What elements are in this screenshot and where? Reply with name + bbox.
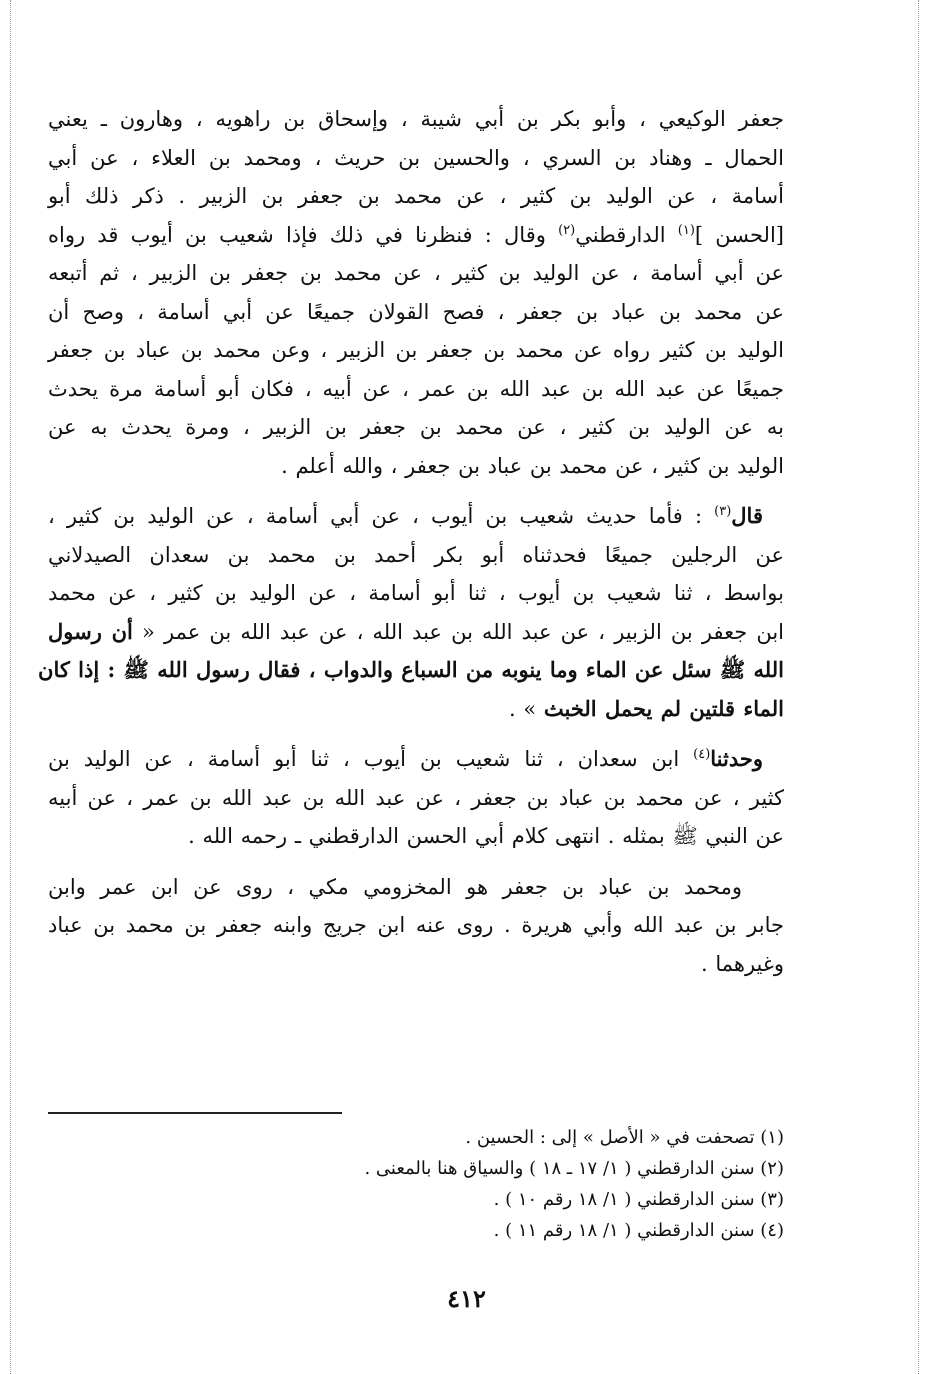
hadith-text: أن رسول xyxy=(48,618,133,644)
text-segment: الدارقطني xyxy=(575,222,678,247)
text-line xyxy=(48,497,784,536)
text-line: وغيرهما . xyxy=(700,951,784,976)
footnote-3: (٣) سنن الدارقطني ( ١/ ١٨ رقم ١٠ ) . xyxy=(493,1189,784,1210)
text-line xyxy=(48,690,784,729)
footnotes xyxy=(144,1122,784,1246)
text-line: عن محمد بن عباد بن جعفر ، فصح القولان جميعًا عن أبي أسامة ، وصح أن xyxy=(48,299,784,324)
text-line-with-notes xyxy=(48,216,784,255)
text-line: عن النبي ﷺ بمثله . انتهى كلام أبي الحسن الدارقطني ـ رحمه الله . xyxy=(188,824,784,848)
paragraph-lead: وحدثنا xyxy=(710,746,764,771)
footnote-1: (١) تصحفت في « الأصل » إلى : الحسين . xyxy=(465,1127,784,1148)
hadith-text: الماء قلتين لم يحمل الخبث xyxy=(543,695,784,721)
footnote-ref-1[interactable]: (١) xyxy=(677,222,695,238)
text-line: جابر بن عبد الله وأبي هريرة . روى عنه ابن جريج وابنه جعفر بن محمد بن عباد xyxy=(48,913,784,937)
paragraph-4 xyxy=(48,868,784,984)
paragraph-gap xyxy=(48,485,784,497)
text-line xyxy=(48,613,784,652)
text-line: الوليد بن كثير ، عن محمد بن عباد بن جعفر ، والله أعلم . xyxy=(281,453,784,478)
left-margin-dots xyxy=(10,0,12,1374)
text-segment: وقال : فنظرنا في ذلك فإذا شعيب بن أيوب قد رواه xyxy=(48,222,559,247)
footnote-separator xyxy=(48,1112,342,1114)
bracket-name: [الحسن ] xyxy=(694,222,784,247)
paragraph-2 xyxy=(38,497,784,728)
text-line: الوليد بن كثير رواه عن محمد بن جعفر بن الزبير ، وعن محمد بن عباد بن جعفر xyxy=(48,338,784,362)
text-segment: ومحمد بن عباد بن جعفر هو المخزومي مكي ، روى عن ابن عمر وابن xyxy=(48,874,742,899)
text-segment: ابن جعفر بن الزبير ، عن عبد الله بن عبد الله ، عن عبد الله بن عمر « xyxy=(132,619,784,644)
page-number: ٤١٢ xyxy=(447,1284,486,1313)
text-line xyxy=(48,740,784,779)
footnote-ref-3[interactable]: (٣) xyxy=(714,504,732,519)
text-line: جعفر الوكيعي ، وأبو بكر بن أبي شيبة ، وإسحاق بن راهويه ، وهارون ـ يعني xyxy=(48,107,784,131)
footnote-ref-2[interactable]: (٢) xyxy=(558,222,576,238)
text-line: الحمال ـ وهناد بن السري ، والحسين بن حريث ، ومحمد بن العلاء ، عن أبي xyxy=(48,145,784,170)
paragraph-gap xyxy=(48,728,784,740)
text-line: به عن الوليد بن كثير ، عن محمد بن جعفر بن الزبير ، ومرة يحدث به عن xyxy=(48,415,784,439)
text-line: جميعًا عن عبد الله بن عبد الله بن عمر ، عن أبيه ، فكان أبو أسامة مرة يحدث xyxy=(48,376,784,401)
footnote-4: (٤) سنن الدارقطني ( ١/ ١٨ رقم ١١ ) . xyxy=(493,1220,784,1241)
footnote-ref-4[interactable]: (٤) xyxy=(693,747,711,762)
text-line: عن أبي أسامة ، عن الوليد بن كثير ، عن محمد بن جعفر بن الزبير ، ثم أتبعه xyxy=(48,261,784,285)
text-line xyxy=(48,868,784,907)
text-segment: ابن سعدان ، ثنا شعيب بن أيوب ، ثنا أبو أسامة ، عن الوليد بن xyxy=(48,747,694,771)
text-line: عن الرجلين جميعًا فحدثناه أبو بكر أحمد بن محمد بن سعدان الصيدلاني xyxy=(48,542,784,567)
text-line: كثير ، عن محمد بن عباد بن جعفر ، عن عبد الله بن عبد الله بن عمر ، عن أبيه xyxy=(48,785,784,810)
hadith-line: الله ﷺ سئل عن الماء وما ينوبه من السباع والدواب ، فقال رسول الله ﷺ : إذا كان xyxy=(38,657,784,682)
text-line: أسامة ، عن الوليد بن كثير ، عن محمد بن جعفر بن الزبير . ذكر ذلك أبو xyxy=(48,184,784,208)
paragraph-3 xyxy=(48,740,784,856)
text-line: بواسط ، ثنا شعيب بن أيوب ، ثنا أبو أسامة ، عن الوليد بن كثير ، عن محمد xyxy=(48,581,784,605)
text-segment: » . xyxy=(509,696,544,721)
paragraph-1 xyxy=(48,100,784,485)
paragraph-gap xyxy=(48,856,784,868)
paragraph-lead: قال xyxy=(731,503,763,528)
text-segment: : فأما حديث شعيب بن أيوب ، عن أبي أسامة ، عن الوليد بن كثير ، xyxy=(48,504,715,528)
right-margin-dots xyxy=(918,0,920,1374)
footnote-2: (٢) سنن الدارقطني ( ١/ ١٧ ـ ١٨ ) والسياق هنا بالمعنى . xyxy=(364,1158,784,1179)
